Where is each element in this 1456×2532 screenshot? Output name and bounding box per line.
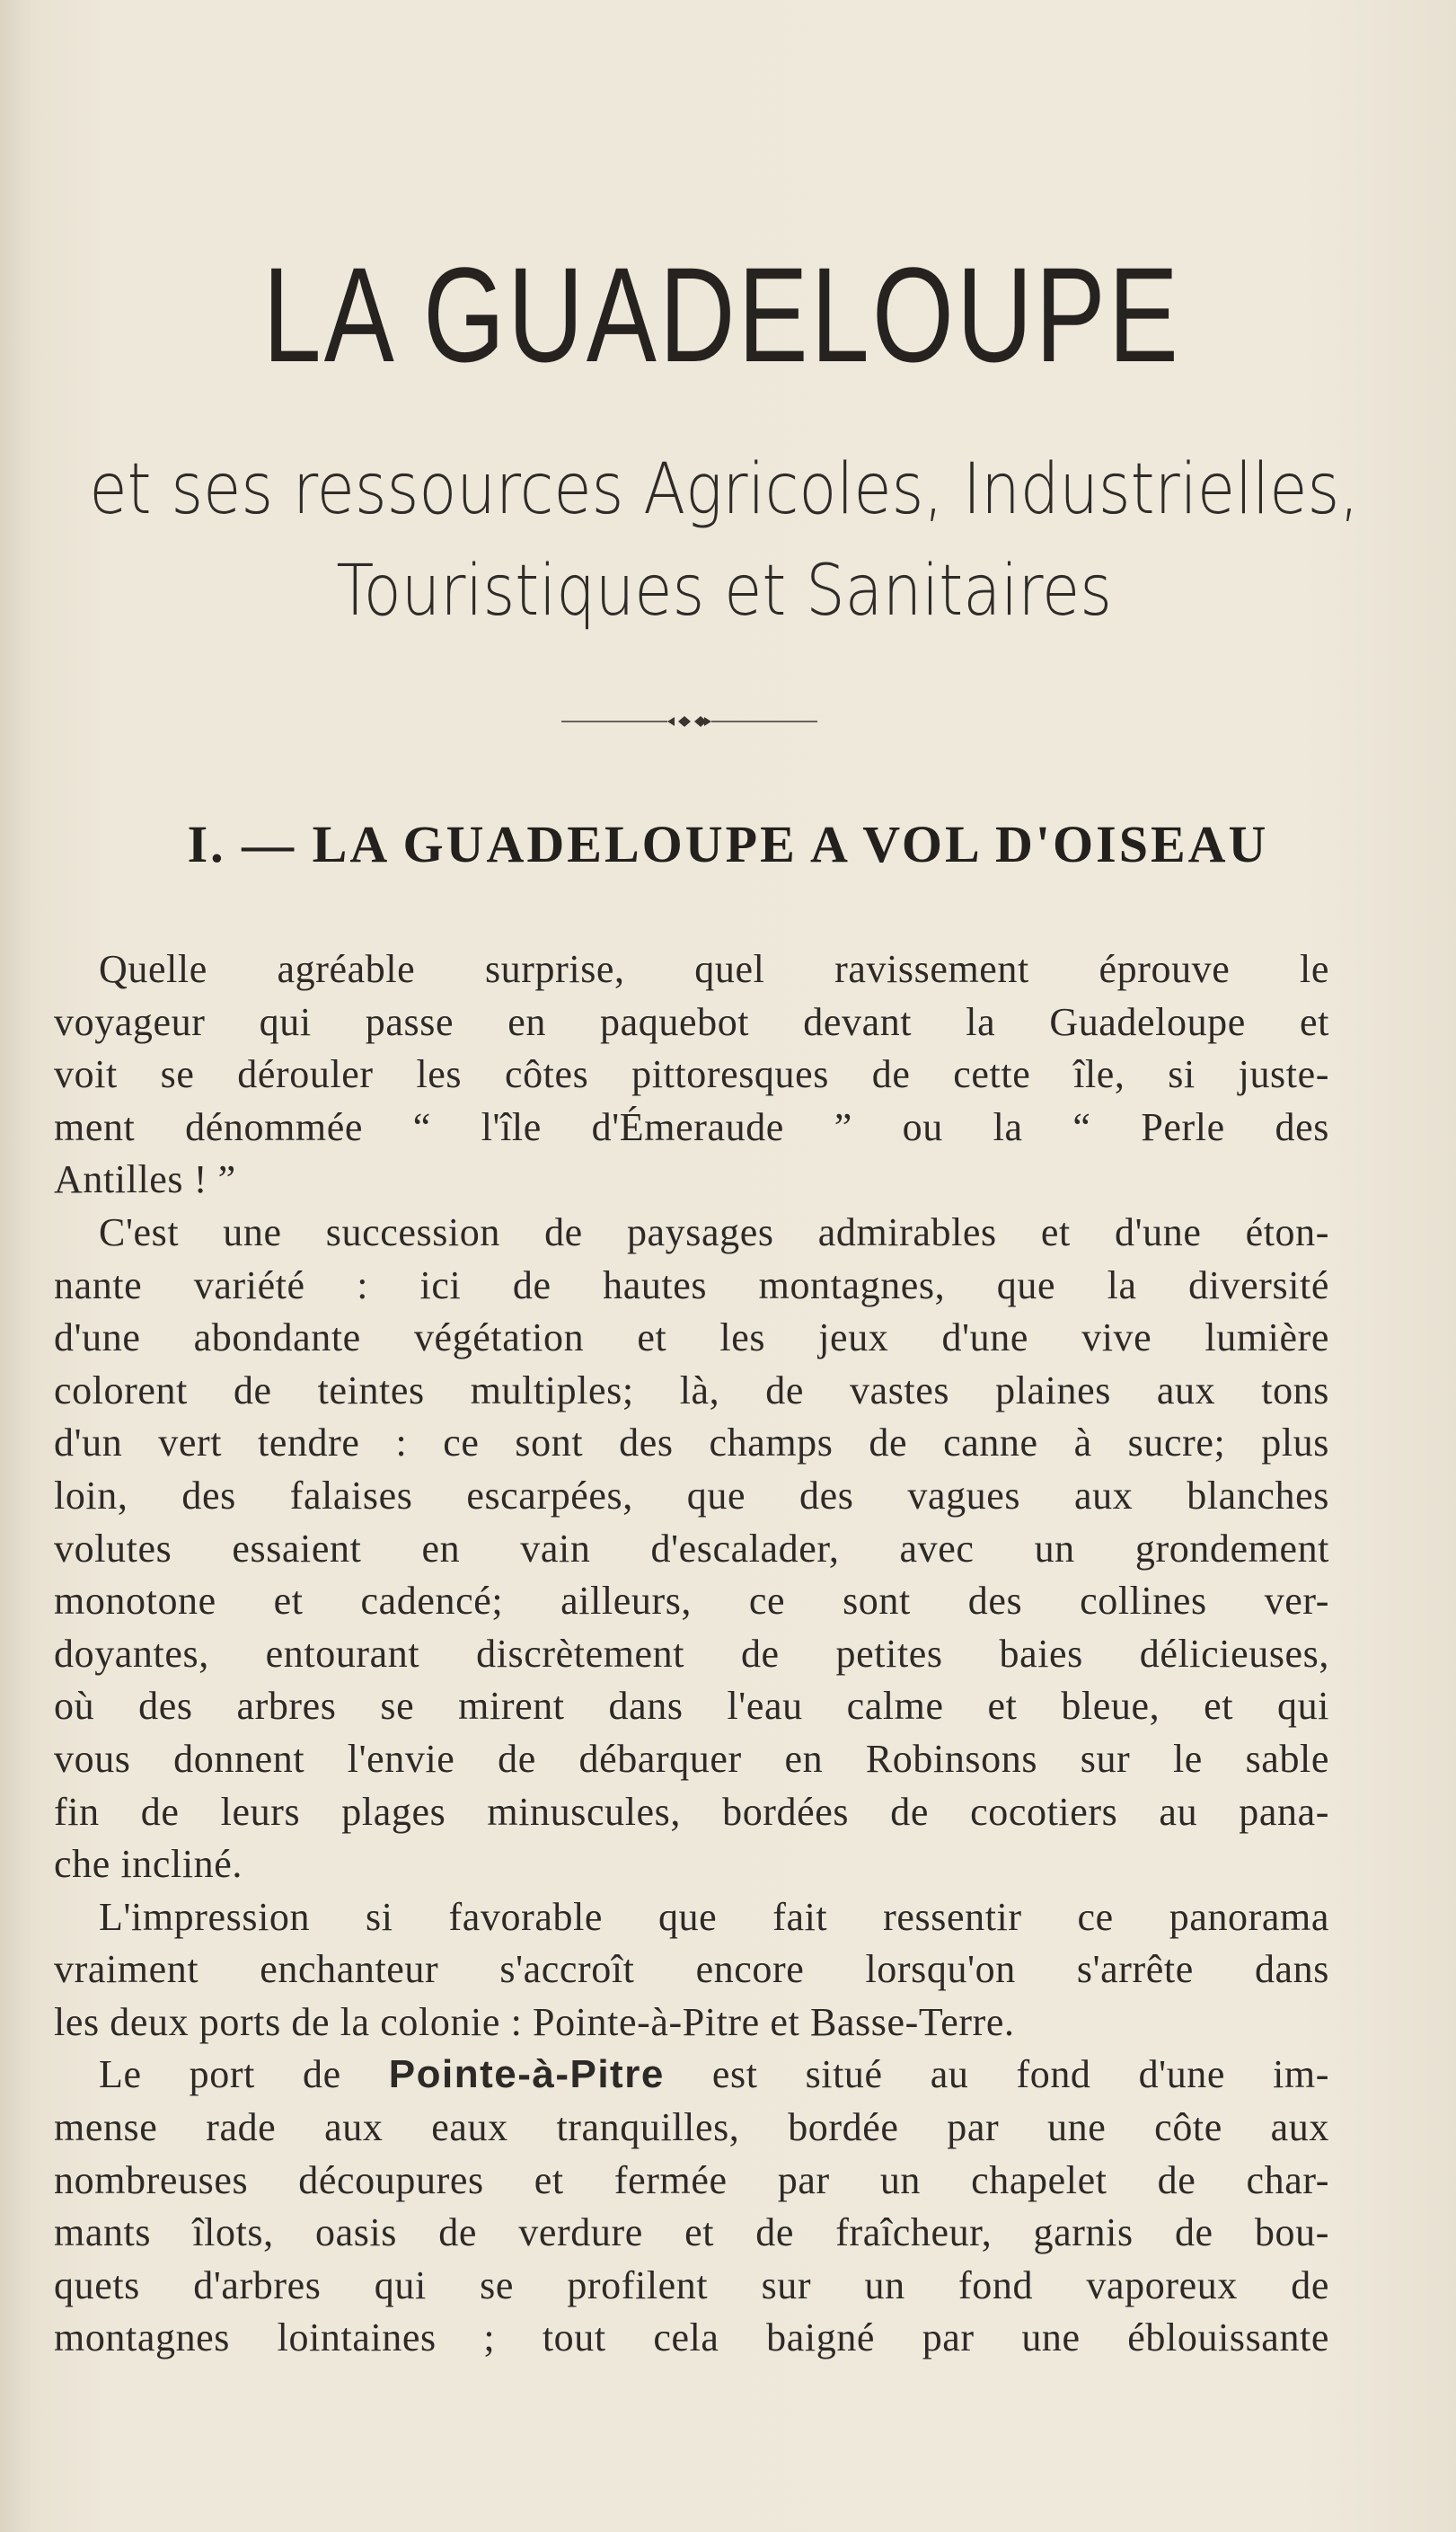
text-line: ment dénommée “ l'île d'Émeraude ” ou la “ Perle des xyxy=(54,1104,1329,1149)
page-title: LA GUADELOUPE xyxy=(262,239,1182,390)
subtitle-line-1: et ses ressources Agricoles, Industrielles, xyxy=(89,449,1360,530)
text-line: d'une abondante végétation et les jeux d'une vive lumière xyxy=(54,1315,1329,1360)
text-line: fin de leurs plages minuscules, bordées de cocotiers au pana- xyxy=(54,1789,1329,1834)
text-line: nombreuses découpures et fermée par un chapelet de char- xyxy=(54,2157,1329,2202)
text-line: doyantes, entourant discrètement de petites baies délicieuses, xyxy=(54,1631,1329,1676)
text-line: vraiment enchanteur s'accroît encore lorsqu'on s'arrête dans xyxy=(54,1947,1329,1992)
text-line: Antilles ! ” xyxy=(54,1157,236,1202)
body-text xyxy=(54,943,1329,2365)
text-line-para4 xyxy=(54,2049,1329,2102)
text-line: où des arbres se mirent dans l'eau calme et bleue, et qui xyxy=(54,1684,1329,1729)
text-line: nante variété : ici de hautes montagnes, que la diversité xyxy=(54,1262,1329,1307)
text-line: d'un vert tendre : ce sont des champs de canne à sucre; plus xyxy=(54,1421,1329,1465)
text-line: montagnes lointaines ; tout cela baigné par une éblouissante xyxy=(54,2315,1329,2360)
text-line: che incliné. xyxy=(54,1842,243,1887)
text-line: L'impression si favorable que fait ressentir ce panorama xyxy=(99,1894,1329,1939)
subtitle-line-2: Touristiques et Sanitaires xyxy=(336,551,1113,632)
text-line: mants îlots, oasis de verdure et de fraîcheur, garnis de bou- xyxy=(54,2210,1329,2255)
text-line: volutes essaient en vain d'escalader, avec un grondement xyxy=(54,1526,1329,1571)
text-line: voit se dérouler les côtes pittoresques de cette île, si juste- xyxy=(54,1052,1329,1097)
text-line: loin, des falaises escarpées, que des vagues aux blanches xyxy=(54,1473,1329,1518)
text-line: mense rade aux eaux tranquilles, bordée par une côte aux xyxy=(54,2105,1329,2150)
pointe-a-pitre-bold: Pointe-à-Pitre xyxy=(388,2052,665,2097)
section-heading: I. — LA GUADELOUPE A VOL D'OISEAU xyxy=(187,815,1269,873)
text-line: quets d'arbres qui se profilent sur un fond vaporeux de xyxy=(54,2262,1329,2307)
text-line: monotone et cadencé; ailleurs, ce sont des collines ver- xyxy=(54,1579,1329,1624)
para4-after: est situé au fond d'une im- xyxy=(711,2052,1329,2097)
text-line: Quelle agréable surprise, quel ravissement éprouve le xyxy=(99,947,1329,991)
para4-before: Le port de xyxy=(99,2052,341,2097)
ornament-divider xyxy=(561,710,817,733)
text-line: les deux ports de la colonie : Pointe-à-Pitre et Basse-Terre. xyxy=(54,1999,1015,2044)
text-line: colorent de teintes multiples; là, de vastes plaines aux tons xyxy=(54,1368,1329,1412)
text-line: C'est une succession de paysages admirables et d'une éton- xyxy=(99,1209,1329,1254)
text-line: voyageur qui passe en paquebot devant la Guadeloupe et xyxy=(54,999,1329,1044)
text-line: vous donnent l'envie de débarquer en Robinsons sur le sable xyxy=(54,1736,1329,1781)
